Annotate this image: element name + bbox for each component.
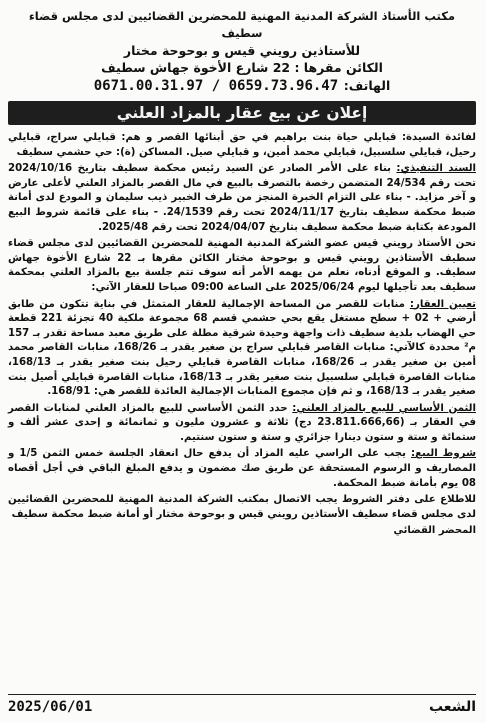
bailiff-announcement-paragraph: نحن الأستاذ رويني قيس عضو الشركة المدنية المهنية للمحضرين القضائيين لدى مجلس قضاء سطيف الأستاذين رويني قيس و بوحوحة مختار الكائن مقرها بـ 22 شارع الأخوة جهاش سطيف. و الموقع أدناه، نعلم من يهمه الأمر أنه سوف تتم جلسة بيع بالمزاد العلني بمحكمة سطيف بعد تأجيلها ليوم 2025/06/24 على الساعة 09:00 صباحا للعقار الآتي: [8,238,476,293]
enforcement-title-label: السند التنفيذي: [396,163,477,175]
notice-title-banner: إعلان عن بيع عقار بالمزاد العلني [8,101,476,125]
enforcement-title-text: بناء على الأمر الصادر عن السيد رئيس محكمة سطيف بتاريخ 2024/10/16 تحت رقم 24/534 المتضمن رخصة بالتصرف بالبيع في مال القصر بالمزاد العلني لأعلى عارض و آخر مزايد. - بناء على التزام الخبرة المنجز من طرف الخبير ذيب سليمان و المودع لدى أمانة ضبط محكمة سطيف بتاريخ 2024/11/17 تحت رقم 24/1539. - بناء على قائمة شروط البيع المودعة بكتابة ضبط محكمة سطيف بتاريخ 2024/04/07 تحت رقم 2025/48. [8,163,476,233]
office-address: الكائن مقرها : 22 شارع الأخوة جهاش سطيف [101,60,383,75]
phone-label: الهاتف: [343,78,391,93]
base-price-paragraph [8,402,476,446]
bailiff-signature: المحضر القضائي [393,525,476,537]
bailiff-names: للأستاذين رويني قيس و بوحوحة مختار [123,43,361,58]
enforcement-title-paragraph [8,162,476,235]
phone-line [8,76,476,95]
phone-numbers: 0659.73.96.47 / 0671.00.31.97 [93,78,339,94]
contact-paragraph: للاطلاع على دفتر الشروط يجب الاتصال بمكتب الشركة المدنية المهنية للمحضرين القضائيين لدى مجلس قضاء سطيف الأستاذين رويني قيس و بوحوحة مختار أو أمانة ضبط محكمة سطيف [8,494,476,520]
base-price-text: حدد الثمن الأساسي للبيع بالمزاد العلني لمنابات القصر في العقار بـ (23.811.666,66 دج) ثلاثة و عشرون مليون و ثمانمائة و إحدى عشر ألف و ستمائة و ستة و ستون دينارا جزائري و ستة و ستون سنتيم. [8,402,477,443]
property-description-text: منابات للقصر من المساحة الإجمالية للعقار المتمثل في بناية تتكون من طابق أرضي + 02 + سطح مستغل يقع بحي حشمي قسم 68 مجموعة ملكية 40 تجزئة 221 قطعة حي الهضاب بلدية سطيف ذات واجهة وحيدة شرقية مطلة على طريق معبد مساحة تقدر بـ 157 م² محددة كالآتي: منابات القاصر قبايلي سراج بن صغير يقدر بـ 168/26، منابات القاصر محمد أمين بن صغير يقدر بـ 168/26، منابات القاصرة قبايلي رحيل بنت صغير يقدر بـ 168/13، منابات القاصرة قبايلي سلسبيل بنت صغير يقدر بـ 168/13، منابات القاصرة قبايلي أصيل بنت صغير يقدر بـ 168/13، و ثم فإن مجموع المنابات الإجمالية العائدة للقصر هي: 168/91. [8,298,476,398]
publication-footer [8,694,476,715]
notice-body [8,131,476,539]
sale-conditions-paragraph [8,447,476,491]
property-description-label: تعيين العقار: [409,298,476,310]
publication-date: 2025/06/01 [8,699,93,715]
notice-header [8,8,476,95]
office-name: مكتب الأستاذ الشركة المدنية المهنية للمحضرين القضائيين لدى مجلس قضاء سطيف [28,9,456,40]
base-price-label: الثمن الأساسي للبيع بالمزاد العلني: [292,402,477,414]
newspaper-name: الشعب [428,699,476,715]
beneficiary-paragraph: لفائدة السيدة: قبايلي حياة بنت براهيم في حق أبنائها القصر و هم: قبايلي سراج، قبايلي رحيل، قبايلي سلسبيل، قبايلي محمد أمين، و قبايلي صيل. المساكن (ة): حي حشمي سطيف [8,132,476,158]
property-description-paragraph [8,298,476,400]
sale-conditions-text: يجب على الراسي عليه المزاد أن يدفع حال انعقاد الجلسة خمس الثمن 1/5 و المصاريف و الرسوم المستحقة عن طريق صك مضمون و يدفع المبلغ الباقي في أجل أقصاه 08 يوم بأمانة ضبط المحكمة. [8,448,476,489]
sale-conditions-label: شروط البيع: [411,448,477,460]
